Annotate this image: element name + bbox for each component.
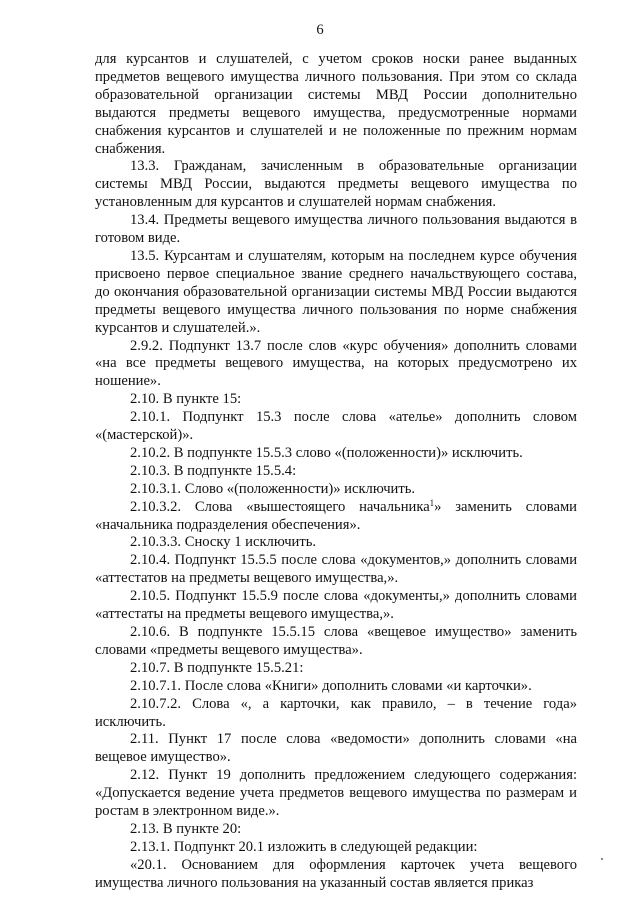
paragraph: 2.10.7.1. После слова «Книги» дополнить словами «и карточки». — [130, 677, 532, 694]
paragraph: 2.10.3. В подпункте 15.5.4: — [130, 462, 297, 479]
paragraph: «20.1. Основанием для оформления карточек учета вещевого имущества личного пользования на указанный состав является приказ — [95, 856, 577, 891]
paragraph: 2.12. Пункт 19 дополнить предложением следующего содержания: «Допускается ведение учета предметов вещевого имущества по размерам и ростам в электронном виде.». — [95, 767, 577, 820]
paragraph: 2.10. В пункте 15: — [130, 391, 242, 408]
paragraph: 2.10.5. Подпункт 15.5.9 после слова «документы,» дополнить словами «аттестаты на предметы вещевого имущества,». — [95, 588, 577, 623]
paragraph — [95, 499, 577, 535]
paragraph: 2.10.3.3. Сноску 1 исключить. — [130, 534, 317, 551]
paragraph: 2.10.2. В подпункте 15.5.3 слово «(положенности)» исключить. — [130, 444, 523, 461]
paragraph: 2.10.7. В подпункте 15.5.21: — [130, 659, 304, 676]
paragraph: 2.10.4. Подпункт 15.5.5 после слова «документов,» дополнить словами «аттестатов на предметы вещевого имущества,». — [95, 552, 577, 587]
paragraph: 2.11. Пункт 17 после слова «ведомости» дополнить словами «на вещевое имущество». — [95, 731, 577, 766]
paragraph: 13.3. Гражданам, зачисленным в образовательные организации системы МВД России, выдаются предметы вещевого имущества по установленным для курсантов и слушателей нормам снабжения. — [95, 158, 577, 211]
footnote-mark: 1 — [429, 497, 435, 508]
paragraph: 2.10.1. Подпункт 15.3 после слова «ателье» дополнить словом «(мастерской)». — [95, 409, 577, 444]
paragraph: 2.13.1. Подпункт 20.1 изложить в следующей редакции: — [130, 838, 478, 855]
paragraph: 2.10.6. В подпункте 15.5.15 слова «вещевое имущество» заменить словами «предметы вещевого имущества». — [95, 624, 577, 658]
paragraph: 13.5. Курсантам и слушателям, которым на последнем курсе обучения присвоено первое специальное звание среднего начальствующего состава, до окончания образовательной организации системы МВД России выдаются предметы вещевого имущества личного пользования по норме снабжения курсантов и слушателей.». — [95, 247, 577, 336]
paragraph: 13.4. Предметы вещевого имущества личного пользования выдаются в готовом виде. — [95, 212, 577, 247]
scan-speck — [601, 858, 603, 860]
paragraph: 2.9.2. Подпункт 13.7 после слов «курс обучения» дополнить словами «на все предметы вещевого имущества, на которых предусмотрено их ношение». — [95, 337, 577, 390]
paragraph: для курсантов и слушателей, с учетом сроков носки ранее выданных предметов вещевого имущества личного пользования. При этом со склада образовательной организации системы МВД России дополнительно выдаются предметы вещевого имущества, предусмотренные нормами снабжения курсантов и слушателей и не положенные по прежним нормам снабжения. — [95, 51, 577, 157]
document-body — [95, 51, 577, 893]
paragraph-text: » заменить словами «начальника подразделения обеспечения». — [95, 498, 577, 533]
page-number: 6 — [316, 22, 324, 38]
paragraph-text: 2.10.3.2. Слова «вышестоящего начальника — [130, 498, 430, 515]
paragraph: 2.10.7.2. Слова «, а карточки, как правило, – в течение года» исключить. — [95, 695, 577, 730]
paragraph: 2.10.3.1. Слово «(положенности)» исключить. — [130, 480, 416, 497]
paragraph: 2.13. В пункте 20: — [130, 820, 242, 837]
